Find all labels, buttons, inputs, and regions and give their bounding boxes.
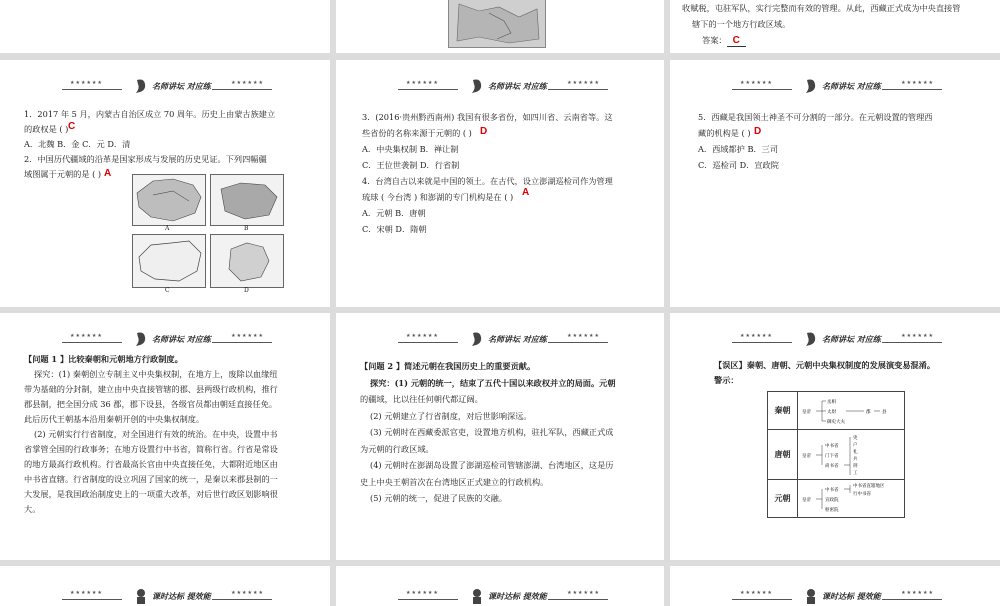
problem-1-title: 【问题 1 】比较秦朝和元朝地方行政制度。 [24,354,183,364]
q1-answer: C [68,121,76,132]
top-right-answer-row [682,32,992,49]
q1-stem-b: 的政权是 ( ) [24,124,69,134]
section-header [62,333,272,347]
slide-q3-q4 [336,60,664,307]
header-title: 课时达标 提效能 [488,592,547,601]
map-a-shape [133,175,205,225]
map-fragment-image [448,0,546,48]
slide-q5 [670,60,1000,307]
problem-1-line: 此后历代王朝基本沿用秦朝开创的中央集权制度。 [24,414,205,424]
header-stars-left: ★★★★★★ [740,333,773,339]
teacher-logo-icon [804,331,818,347]
teacher-logo-icon [804,78,818,94]
header-rule-left [62,342,122,343]
row-label-tang: 唐朝 [768,430,798,480]
q1-options: A．北魏 B．金 C．元 D．清 [24,139,131,149]
header-stars-right: ★★★★★★ [901,80,934,86]
header-stars-right: ★★★★★★ [567,590,600,596]
slide-top-left [0,0,330,53]
teacher-logo-icon [134,78,148,94]
problem-1-line: 带为基础的分封制，建立由中央直接管辖的郡、县两级行政机构，推行 [24,384,278,394]
map-c-label: C [165,287,170,294]
header-rule-left [398,89,458,90]
q3-opt2: C．王位世袭制 D．行省制 [362,160,460,170]
q4-stem-a: 4．台湾自古以来就是中国的领土。在古代，设立澎湖巡检司作为管理 [362,176,613,186]
q4-answer: A [522,187,530,198]
qin-diagram [798,393,904,429]
q1-stem-b-row [24,122,320,137]
tang-diagram [798,431,904,479]
teacher-logo-icon [470,331,484,347]
section-header [398,80,608,94]
q2-stem-b: 域图属于元朝的是 ( ) [24,169,102,179]
section-header-bottom [398,590,608,604]
problem-2-line: (4) 元朝时在澎湖岛设置了澎湖巡检司管辖澎湖、台湾地区，这是历 [370,460,614,470]
qin-node: 郡 [866,409,871,415]
answer-label: 答案： [702,35,727,45]
map-fragment-svg [449,0,545,47]
problem-2-line: 探究：(1) 元朝的统一，结束了五代十国以来政权并立的局面。元朝 [370,377,616,388]
section-header [62,80,272,94]
problem-1-line: 大发展，是我国政治制度史上的一项重大改革，对后世行政区划影响很 [24,489,278,499]
q2-answer: A [104,168,112,179]
slide-bottom-middle [336,566,664,606]
slide-misconception [670,313,1000,560]
q5-block [698,109,994,173]
tang-node: 兵 [853,456,858,462]
yuan-node: 中书省 [825,487,839,493]
top-right-line-1: 收赋税，屯驻军队，实行完整而有效的管理。从此，西藏正式成为中央直接管 [682,3,961,13]
yuan-node: 行中书省 [853,491,871,497]
slide-top-middle [336,0,664,53]
tang-node: 工 [853,470,858,476]
problem-1-line: (2) 元朝实行行省制度，对全国进行有效的统治。在中央，设置中书 [34,429,278,439]
yuan-node: 宣政院 [825,497,839,503]
student-logo-icon [134,588,148,604]
qin-node: 太尉 [827,409,836,415]
tang-node: 皇帝 [802,453,811,459]
qin-diagram-cell [798,392,905,430]
section-header [732,80,942,94]
map-d [210,234,284,288]
q5-opt1: A．西域都护 B．三司 [698,144,779,154]
header-stars-left: ★★★★★★ [406,590,439,596]
header-title: 名师讲坛 对应练 [488,335,547,344]
problem-1-line: 中书省直辖。行省制度的设立巩固了国家的统一，是秦以来郡县制的一 [24,474,278,484]
problem-2-title: 【问题 2 】简述元朝在我国历史上的重要贡献。 [360,361,536,371]
yuan-node: 枢密院 [825,507,839,513]
problem-2-line: (5) 元朝的统一，促进了民族的交融。 [370,493,508,503]
yuan-diagram-cell [798,480,905,518]
header-stars-right: ★★★★★★ [567,333,600,339]
header-rule-left [732,342,792,343]
header-rule-left [62,89,122,90]
qin-node: 皇帝 [802,409,811,415]
top-right-line-2: 辖下的一个地方行政区域。 [692,19,791,29]
header-stars-right: ★★★★★★ [231,333,264,339]
q5-stem-b: 藏的机构是 ( ) [698,128,751,138]
problem-2-line: (3) 元朝时在西藏委派官吏，设置地方机构，驻扎军队，西藏正式成 [370,427,614,437]
dynasty-comparison-table [767,391,905,518]
tang-node: 尚书省 [825,463,839,469]
slide-problem-2 [336,313,664,560]
map-a-label: A [165,225,170,232]
problem-1-line: 的地方最高行政机构。行省最高长官由中央直接任免，大都附近地区由 [24,459,278,469]
tang-node: 刑 [853,463,858,469]
misconception-subtitle: 警示： [714,375,739,385]
problem-2-block [360,358,658,507]
q4-opt1: A．元朝 B．唐朝 [362,208,426,218]
header-title: 名师讲坛 对应练 [152,335,211,344]
map-d-shape [211,235,283,287]
map-a [132,174,206,226]
header-title: 名师讲坛 对应练 [822,335,881,344]
header-rule-right [212,89,272,90]
section-header [732,333,942,347]
tang-node: 吏 [853,435,858,441]
header-stars-left: ★★★★★★ [70,590,103,596]
q5-stem-a: 5．西藏是我国领土神圣不可分割的一部分。在元朝设置的管理西 [698,112,933,122]
header-title: 名师讲坛 对应练 [488,82,547,91]
q5-answer: D [754,126,762,137]
map-c-shape [133,235,205,287]
tang-node: 中书省 [825,443,839,449]
top-right-text [682,0,992,49]
yuan-node: 皇帝 [802,497,811,503]
qin-node: 县 [882,409,887,415]
header-stars-left: ★★★★★★ [406,333,439,339]
teacher-logo-icon [134,331,148,347]
yuan-node: 中书省直辖地区 [853,483,885,489]
row-label-qin: 秦朝 [768,392,798,430]
q3-answer: D [480,126,488,137]
problem-1-block [24,352,324,517]
header-rule-right [882,89,942,90]
qin-node: 御史大夫 [827,419,845,425]
row-label-yuan: 元朝 [768,480,798,518]
tang-node: 门下省 [825,453,839,459]
header-rule-right [212,342,272,343]
header-title: 课时达标 提效能 [152,592,211,601]
map-d-label: D [244,287,249,294]
q3-q4-block [362,109,660,237]
section-header-bottom [62,590,272,604]
slide-bottom-right [670,566,1000,606]
problem-2-line: 史上中央王朝首次在台湾地区正式建立的行政机构。 [360,476,549,487]
slide-bottom-left [0,566,330,606]
q4-opt2: C．宋朝 D．隋朝 [362,224,427,234]
map-b-shape [211,175,283,225]
tang-diagram-cell [798,430,905,480]
header-stars-left: ★★★★★★ [70,333,103,339]
header-stars-right: ★★★★★★ [901,590,934,596]
answer-value: C [727,35,746,47]
map-b-label: B [244,225,249,232]
q1-block [24,107,320,182]
misconception-title: 【误区】秦朝、唐朝、元朝中央集权制度的发展演变易混淆。 [714,360,936,370]
header-stars-left: ★★★★★★ [70,80,103,86]
map-c [132,234,206,288]
problem-1-line: 大。 [24,504,41,514]
header-stars-left: ★★★★★★ [740,590,773,596]
q3-stem-b: 些省份的名称来源于元朝的 ( ) [362,128,472,138]
header-stars-right: ★★★★★★ [901,333,934,339]
slide-problem-1 [0,313,330,560]
q5-stem-b-row [698,125,994,141]
header-rule-right [548,89,608,90]
q2-stem-a: 2．中国历代疆域的沿革是国家形成与发展的历史见证。下列四幅疆 [24,154,267,164]
map-b [210,174,284,226]
section-header [398,333,608,347]
q3-stem-b-row [362,125,660,141]
q4-stem-b: 琉球 ( 今台湾 ) 和澎湖的专门机构是在 ( ) [362,192,514,202]
q3-opt1: A．中央集权制 B．禅让制 [362,144,459,154]
header-title: 名师讲坛 对应练 [822,82,881,91]
header-title: 名师讲坛 对应练 [152,82,211,91]
header-stars-right: ★★★★★★ [231,80,264,86]
tang-node: 礼 [853,449,858,455]
slide-q1-q2 [0,60,330,307]
header-rule-right [882,342,942,343]
misconception-block [714,358,994,388]
header-stars-right: ★★★★★★ [567,80,600,86]
header-rule-left [398,342,458,343]
header-stars-left: ★★★★★★ [406,80,439,86]
section-header-bottom [732,590,942,604]
student-logo-icon [804,588,818,604]
q1-stem-a: 1．2017 年 5 月，内蒙古自治区成立 70 周年。历史上由蒙古族建立 [24,109,276,119]
header-title: 课时达标 提效能 [822,592,881,601]
problem-1-line: 省掌管全国的行政事务；在地方设置行中书省，简称行省。行省是常设 [24,444,278,454]
teacher-logo-icon [470,78,484,94]
problem-2-line: (2) 元朝建立了行省制度，对后世影响深远。 [370,410,532,421]
header-stars-left: ★★★★★★ [740,80,773,86]
problem-2-line: 的疆域，比以往任何朝代都辽阔。 [360,394,483,404]
tang-node: 户 [853,442,858,448]
problem-1-line: 探究：(1) 秦朝创立专制主义中央集权制，在地方上，废除以血缘纽 [34,369,278,379]
qin-node: 丞相 [827,399,836,405]
header-rule-left [732,89,792,90]
yuan-diagram [798,481,904,517]
header-rule-right [548,342,608,343]
header-stars-right: ★★★★★★ [231,590,264,596]
q5-opt2: C．巡检司 D．宣政院 [698,160,779,170]
q4-stem-b-row [362,189,660,205]
slide-top-right [670,0,1000,53]
student-logo-icon [470,588,484,604]
problem-2-line: 为元朝的行政区域。 [360,443,434,454]
problem-1-line: 郡县制，把全国分成 36 郡，郡下设县，各级官员都由朝廷直接任免。 [24,399,278,409]
q3-stem-a: 3．(2016·贵州黔西南州) 我国有很多省份，如四川省、云南省等。这 [362,112,613,122]
